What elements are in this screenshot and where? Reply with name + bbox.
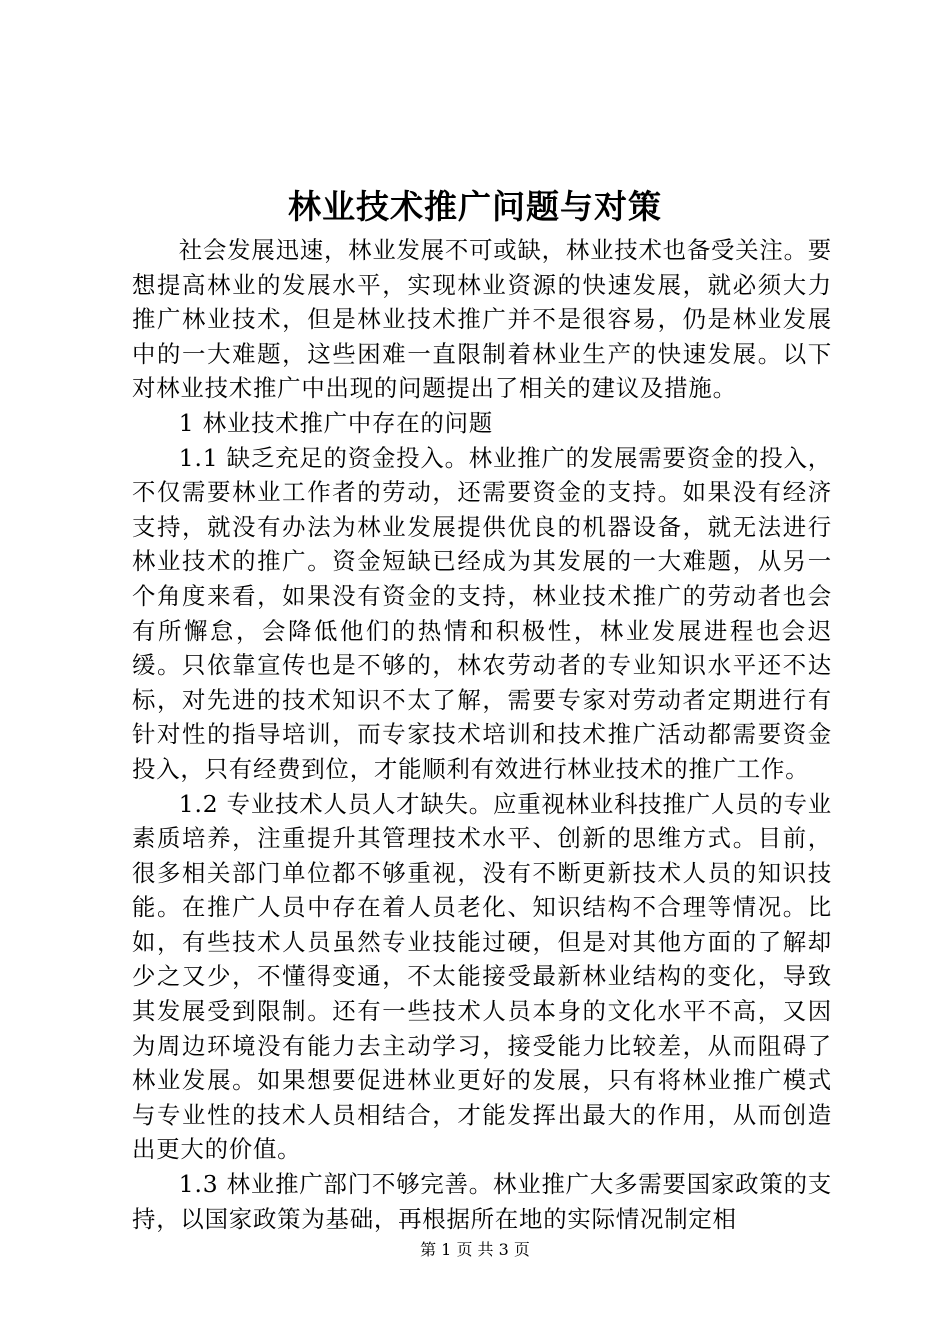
- paragraph-1-3: 1.3 林业推广部门不够完善。林业推广大多需要国家政策的支持，以国家政策为基础，再根据所在地的实际情况制定相: [132, 1170, 832, 1233]
- intro-paragraph: 社会发展迅速，林业发展不可或缺，林业技术也备受关注。要想提高林业的发展水平，实现林业资源的快速发展，就必须大力推广林业技术，但是林业技术推广并不是很容易，仍是林业发展中的一大难题，这些困难一直限制着林业生产的快速发展。以下对林业技术推广中出现的问题提出了相关的建议及措施。: [132, 236, 832, 403]
- page-footer: 第 1 页 共 3 页: [420, 1240, 530, 1259]
- paragraph-1-2: 1.2 专业技术人员人才缺失。应重视林业科技推广人员的专业素质培养，注重提升其管理技术水平、创新的思维方式。目前，很多相关部门单位都不够重视，没有不断更新技术人员的知识技能。在推广人员中存在着人员老化、知识结构不合理等情况。比如，有些技术人员虽然专业技能过硬，但是对其他方面的了解却少之又少，不懂得变通，不太能接受最新林业结构的变化，导致其发展受到限制。还有一些技术人员本身的文化水平不高，又因为周边环境没有能力去主动学习，接受能力比较差，从而阻碍了林业发展。如果想要促进林业更好的发展，只有将林业推广模式与专业性的技术人员相结合，才能发挥出最大的作用，从而创造出更大的价值。: [132, 789, 832, 1164]
- document-body: [132, 233, 832, 1236]
- paragraph-1-1: 1.1 缺乏充足的资金投入。林业推广的发展需要资金的投入，不仅需要林业工作者的劳动，还需要资金的支持。如果没有经济支持，就没有办法为林业发展提供优良的机器设备，就无法进行林业技术的推广。资金短缺已经成为其发展的一大难题，从另一个角度来看，如果没有资金的支持，林业技术推广的劳动者也会有所懈怠，会降低他们的热情和积极性，林业发展进程也会迟缓。只依靠宣传也是不够的，林农劳动者的专业知识水平还不达标，对先进的技术知识不太了解，需要专家对劳动者定期进行有针对性的指导培训，而专家技术培训和技术推广活动都需要资金投入，只有经费到位，才能顺利有效进行林业技术的推广工作。: [132, 443, 832, 783]
- document-title: 林业技术推广问题与对策: [288, 187, 662, 226]
- section-heading-1: 1 林业技术推广中存在的问题: [178, 408, 494, 437]
